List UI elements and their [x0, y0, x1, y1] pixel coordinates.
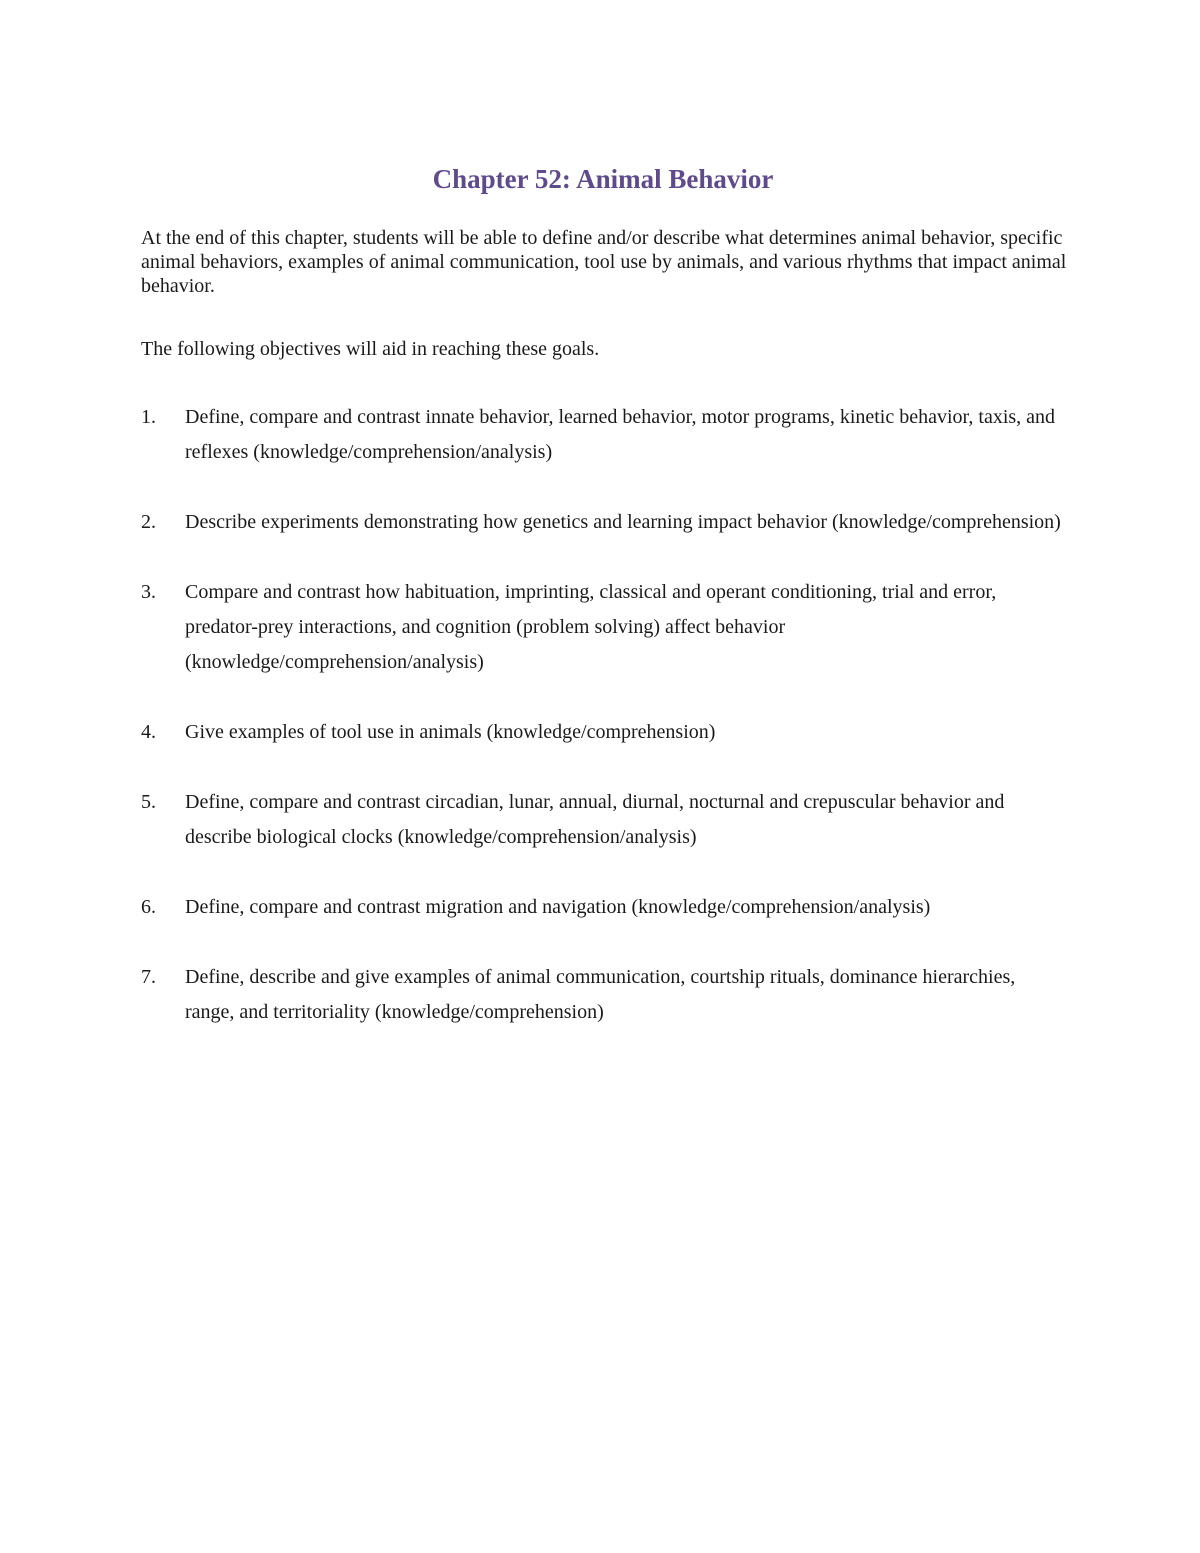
objective-text: Define, describe and give examples of animal communication, courtship rituals, dominance hierarchies, range, and territoriality (knowledge/comprehension) — [185, 966, 1016, 1023]
objective-number: 5. — [141, 791, 156, 813]
objective-text: Give examples of tool use in animals (knowledge/comprehension) — [185, 721, 716, 743]
objectives-list — [141, 400, 1061, 1065]
objective-item — [141, 505, 1061, 540]
objective-number: 7. — [141, 966, 156, 988]
objective-item — [141, 960, 1061, 1030]
objective-number: 6. — [141, 896, 156, 918]
objective-text: Define, compare and contrast circadian, lunar, annual, diurnal, nocturnal and crepuscular behavior and describe biological clocks (knowledge/comprehension/analysis) — [185, 791, 1005, 848]
objective-number: 1. — [141, 406, 156, 428]
objective-item — [141, 785, 1061, 855]
intro-paragraph: At the end of this chapter, students will be able to define and/or describe what determines animal behavior, specific animal behaviors, examples of animal communication, tool use by animals, and various rhythms that impact animal behavior. — [141, 227, 1067, 297]
objective-text: Describe experiments demonstrating how genetics and learning impact behavior (knowledge/comprehension) — [185, 511, 1061, 533]
objective-item — [141, 575, 1061, 680]
objective-text: Compare and contrast how habituation, imprinting, classical and operant conditioning, trial and error, predator-prey interactions, and cognition (problem solving) affect behavior (knowledge/comprehension/analysis) — [185, 581, 997, 673]
objective-item — [141, 715, 1061, 750]
objective-text: Define, compare and contrast innate behavior, learned behavior, motor programs, kinetic behavior, taxis, and reflexes (knowledge/comprehension/analysis) — [185, 406, 1056, 463]
objective-item — [141, 400, 1061, 470]
objectives-lead: The following objectives will aid in reaching these goals. — [141, 338, 600, 360]
objective-number: 3. — [141, 581, 156, 603]
objective-text: Define, compare and contrast migration and navigation (knowledge/comprehension/analysis) — [185, 896, 931, 918]
page-title: Chapter 52: Animal Behavior — [432, 164, 774, 194]
objective-item — [141, 890, 1061, 925]
objective-number: 2. — [141, 511, 156, 533]
objective-number: 4. — [141, 721, 156, 743]
